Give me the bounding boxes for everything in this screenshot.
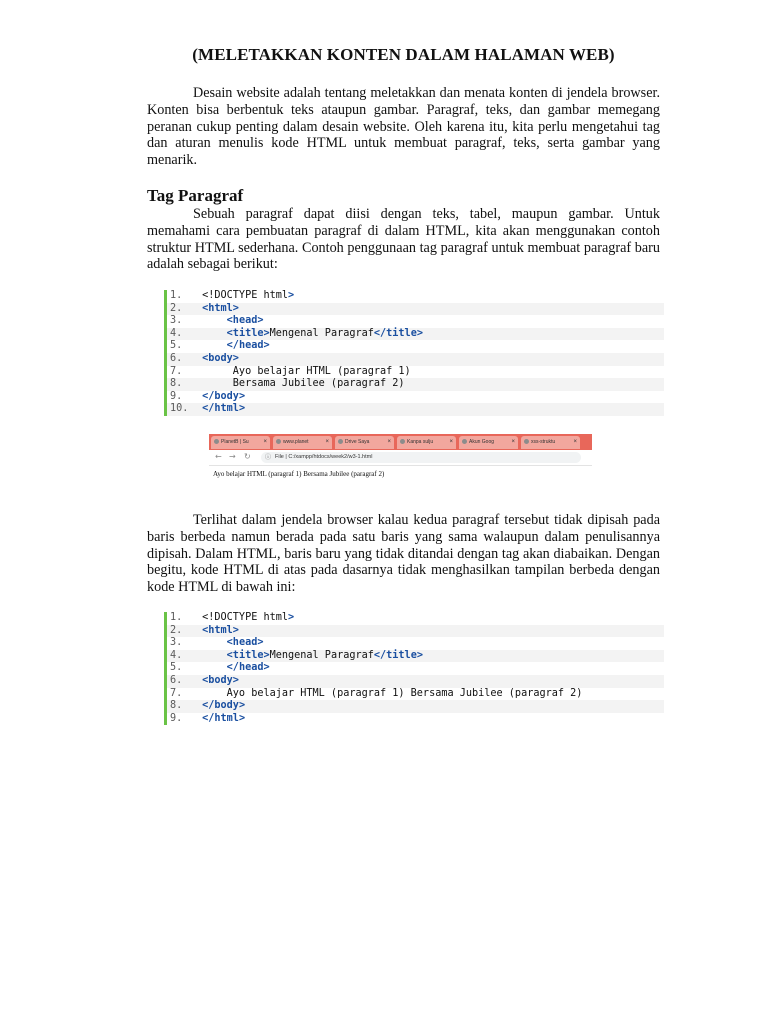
line-number: 6. — [170, 674, 183, 686]
code-text — [196, 662, 227, 673]
line-number: 6. — [170, 352, 183, 364]
code-text: Ayo belajar HTML (paragraf 1) Bersama Jubilee (paragraf 2) — [196, 687, 583, 699]
intro-paragraph: Desain website adalah tentang meletakkan dan menata konten di jendela browser. Konten bisa berbentuk teks ataupun gambar. Paragraf, teks, dan gambar memegang peranan cukup penting dalam desain website. Oleh karena itu, kita perlu mengetahui tag dan aturan menulis kode HTML untuk membuat paragraf, teks, serta gambar yang menarik. — [147, 85, 660, 169]
code-tag: <body> — [202, 352, 239, 364]
browser-tab-label: xss-struktu — [531, 439, 556, 445]
line-number: 10. — [170, 403, 189, 415]
line-number: 5. — [170, 340, 183, 352]
code-block-2 — [164, 612, 664, 725]
code-line — [167, 315, 664, 328]
browser-tab-label: www.planet — [283, 439, 309, 445]
line-number: 5. — [170, 662, 183, 674]
favicon-icon — [338, 439, 343, 444]
code-line — [167, 303, 664, 316]
code-line — [167, 650, 664, 663]
code-line — [167, 675, 664, 688]
code-tag: <head> — [226, 315, 264, 327]
line-number: 1. — [170, 290, 183, 301]
code-tag: <head> — [226, 637, 264, 649]
line-number: 2. — [170, 624, 183, 636]
code-line — [167, 366, 664, 379]
code-tag: </html> — [202, 403, 246, 415]
code-line — [167, 688, 664, 701]
browser-page-content: Ayo belajar HTML (paragraf 1) Bersama Jubilee (paragraf 2) — [213, 470, 385, 478]
url-field — [261, 452, 581, 463]
line-number: 9. — [170, 390, 183, 402]
code-text — [196, 637, 227, 648]
favicon-icon — [214, 439, 219, 444]
back-icon: ← — [215, 452, 222, 461]
code-tag: <title> — [226, 649, 270, 661]
code-text — [196, 340, 227, 351]
reload-icon: ↻ — [244, 452, 251, 461]
browser-tab-label: Akun Goog — [469, 439, 495, 445]
close-icon: × — [511, 439, 515, 445]
code-line — [167, 403, 664, 416]
code-line — [167, 662, 664, 675]
code-text — [196, 650, 227, 661]
code-tag: </title> — [373, 649, 423, 661]
code-text: Bersama Jubilee (paragraf 2) — [196, 378, 405, 390]
line-number: 4. — [170, 649, 183, 661]
code-line — [167, 700, 664, 713]
favicon-icon — [276, 439, 281, 444]
code-text: <!DOCTYPE html — [196, 612, 289, 623]
line-number: 7. — [170, 365, 183, 377]
line-number: 8. — [170, 700, 183, 712]
close-icon: × — [573, 439, 577, 445]
code-line — [167, 391, 664, 404]
code-tag: > — [288, 290, 295, 301]
forward-icon: → — [229, 452, 236, 461]
line-number: 4. — [170, 327, 183, 339]
browser-tab — [273, 436, 332, 449]
code-tag: <html> — [202, 624, 239, 636]
code-tag: <html> — [202, 302, 239, 314]
code-tag: </html> — [202, 712, 246, 724]
section-paragraph: Sebuah paragraf dapat diisi dengan teks, tabel, maupun gambar. Untuk memahami cara pembuatan paragraf di dalam HTML, kita akan menggunakan contoh struktur HTML sederhana. Contoh penggunaan tag paragraf untuk membuat paragraf baru adalah sebagai berikut: — [147, 206, 660, 273]
code-block-1 — [164, 290, 664, 416]
code-tag: <title> — [226, 327, 270, 339]
code-text: <!DOCTYPE html — [196, 290, 289, 301]
section-heading: Tag Paragraf — [147, 186, 244, 205]
line-number: 2. — [170, 302, 183, 314]
code-tag: </head> — [226, 340, 270, 352]
favicon-icon — [524, 439, 529, 444]
browser-tab — [397, 436, 456, 449]
browser-tab-label: Drive Saya — [345, 439, 370, 445]
code-text — [196, 315, 227, 326]
code-line — [167, 378, 664, 391]
code-tag: </body> — [202, 390, 246, 402]
browser-tab — [521, 436, 580, 449]
browser-address-bar — [209, 450, 592, 466]
close-icon: × — [387, 439, 391, 445]
favicon-icon — [400, 439, 405, 444]
code-tag: </title> — [373, 327, 423, 339]
explanation-paragraph: Terlihat dalam jendela browser kalau kedua paragraf tersebut tidak dipisah pada baris berbeda namun berada pada satu baris yang sama walaupun dalam penulisannya dipisah. Dalam HTML, baris baru yang tidak ditandai dengan tag akan diabaikan. Dengan begitu, kode HTML di atas pada dasarnya tidak menghasilkan tampilan berbeda dengan kode HTML di bawah ini: — [147, 512, 660, 596]
browser-tab-bar — [209, 434, 592, 450]
code-line — [167, 713, 664, 726]
close-icon: × — [449, 439, 453, 445]
code-tag: </head> — [226, 662, 270, 674]
code-text: Ayo belajar HTML (paragraf 1) — [196, 365, 411, 377]
line-number: 1. — [170, 612, 183, 623]
code-line — [167, 290, 664, 303]
page-title: (MELETAKKAN KONTEN DALAM HALAMAN WEB) — [192, 45, 615, 64]
info-icon: ⓘ — [265, 454, 272, 461]
url-text: File | C:/xampp/htdocs/week2/w3-1.html — [275, 454, 373, 460]
favicon-icon — [462, 439, 467, 444]
close-icon: × — [325, 439, 329, 445]
line-number: 8. — [170, 378, 183, 390]
code-text: Mengenal Paragraf — [269, 327, 374, 339]
line-number: 7. — [170, 687, 183, 699]
code-line — [167, 340, 664, 353]
close-icon: × — [263, 439, 267, 445]
code-line — [167, 612, 664, 625]
browser-tab — [335, 436, 394, 449]
browser-tab — [459, 436, 518, 449]
browser-tab-label: PlanetB | Su — [221, 439, 249, 445]
code-tag: <body> — [202, 674, 239, 686]
code-text: Mengenal Paragraf — [269, 649, 374, 661]
line-number: 9. — [170, 712, 183, 724]
browser-tab — [211, 436, 270, 449]
line-number: 3. — [170, 637, 183, 649]
code-text — [196, 328, 227, 339]
browser-tab-label: Kanpa sulju — [407, 439, 434, 445]
browser-screenshot — [209, 434, 592, 484]
code-line — [167, 625, 664, 638]
code-tag: > — [288, 612, 295, 623]
line-number: 3. — [170, 315, 183, 327]
code-line — [167, 353, 664, 366]
code-line — [167, 637, 664, 650]
code-line — [167, 328, 664, 341]
code-tag: </body> — [202, 700, 246, 712]
